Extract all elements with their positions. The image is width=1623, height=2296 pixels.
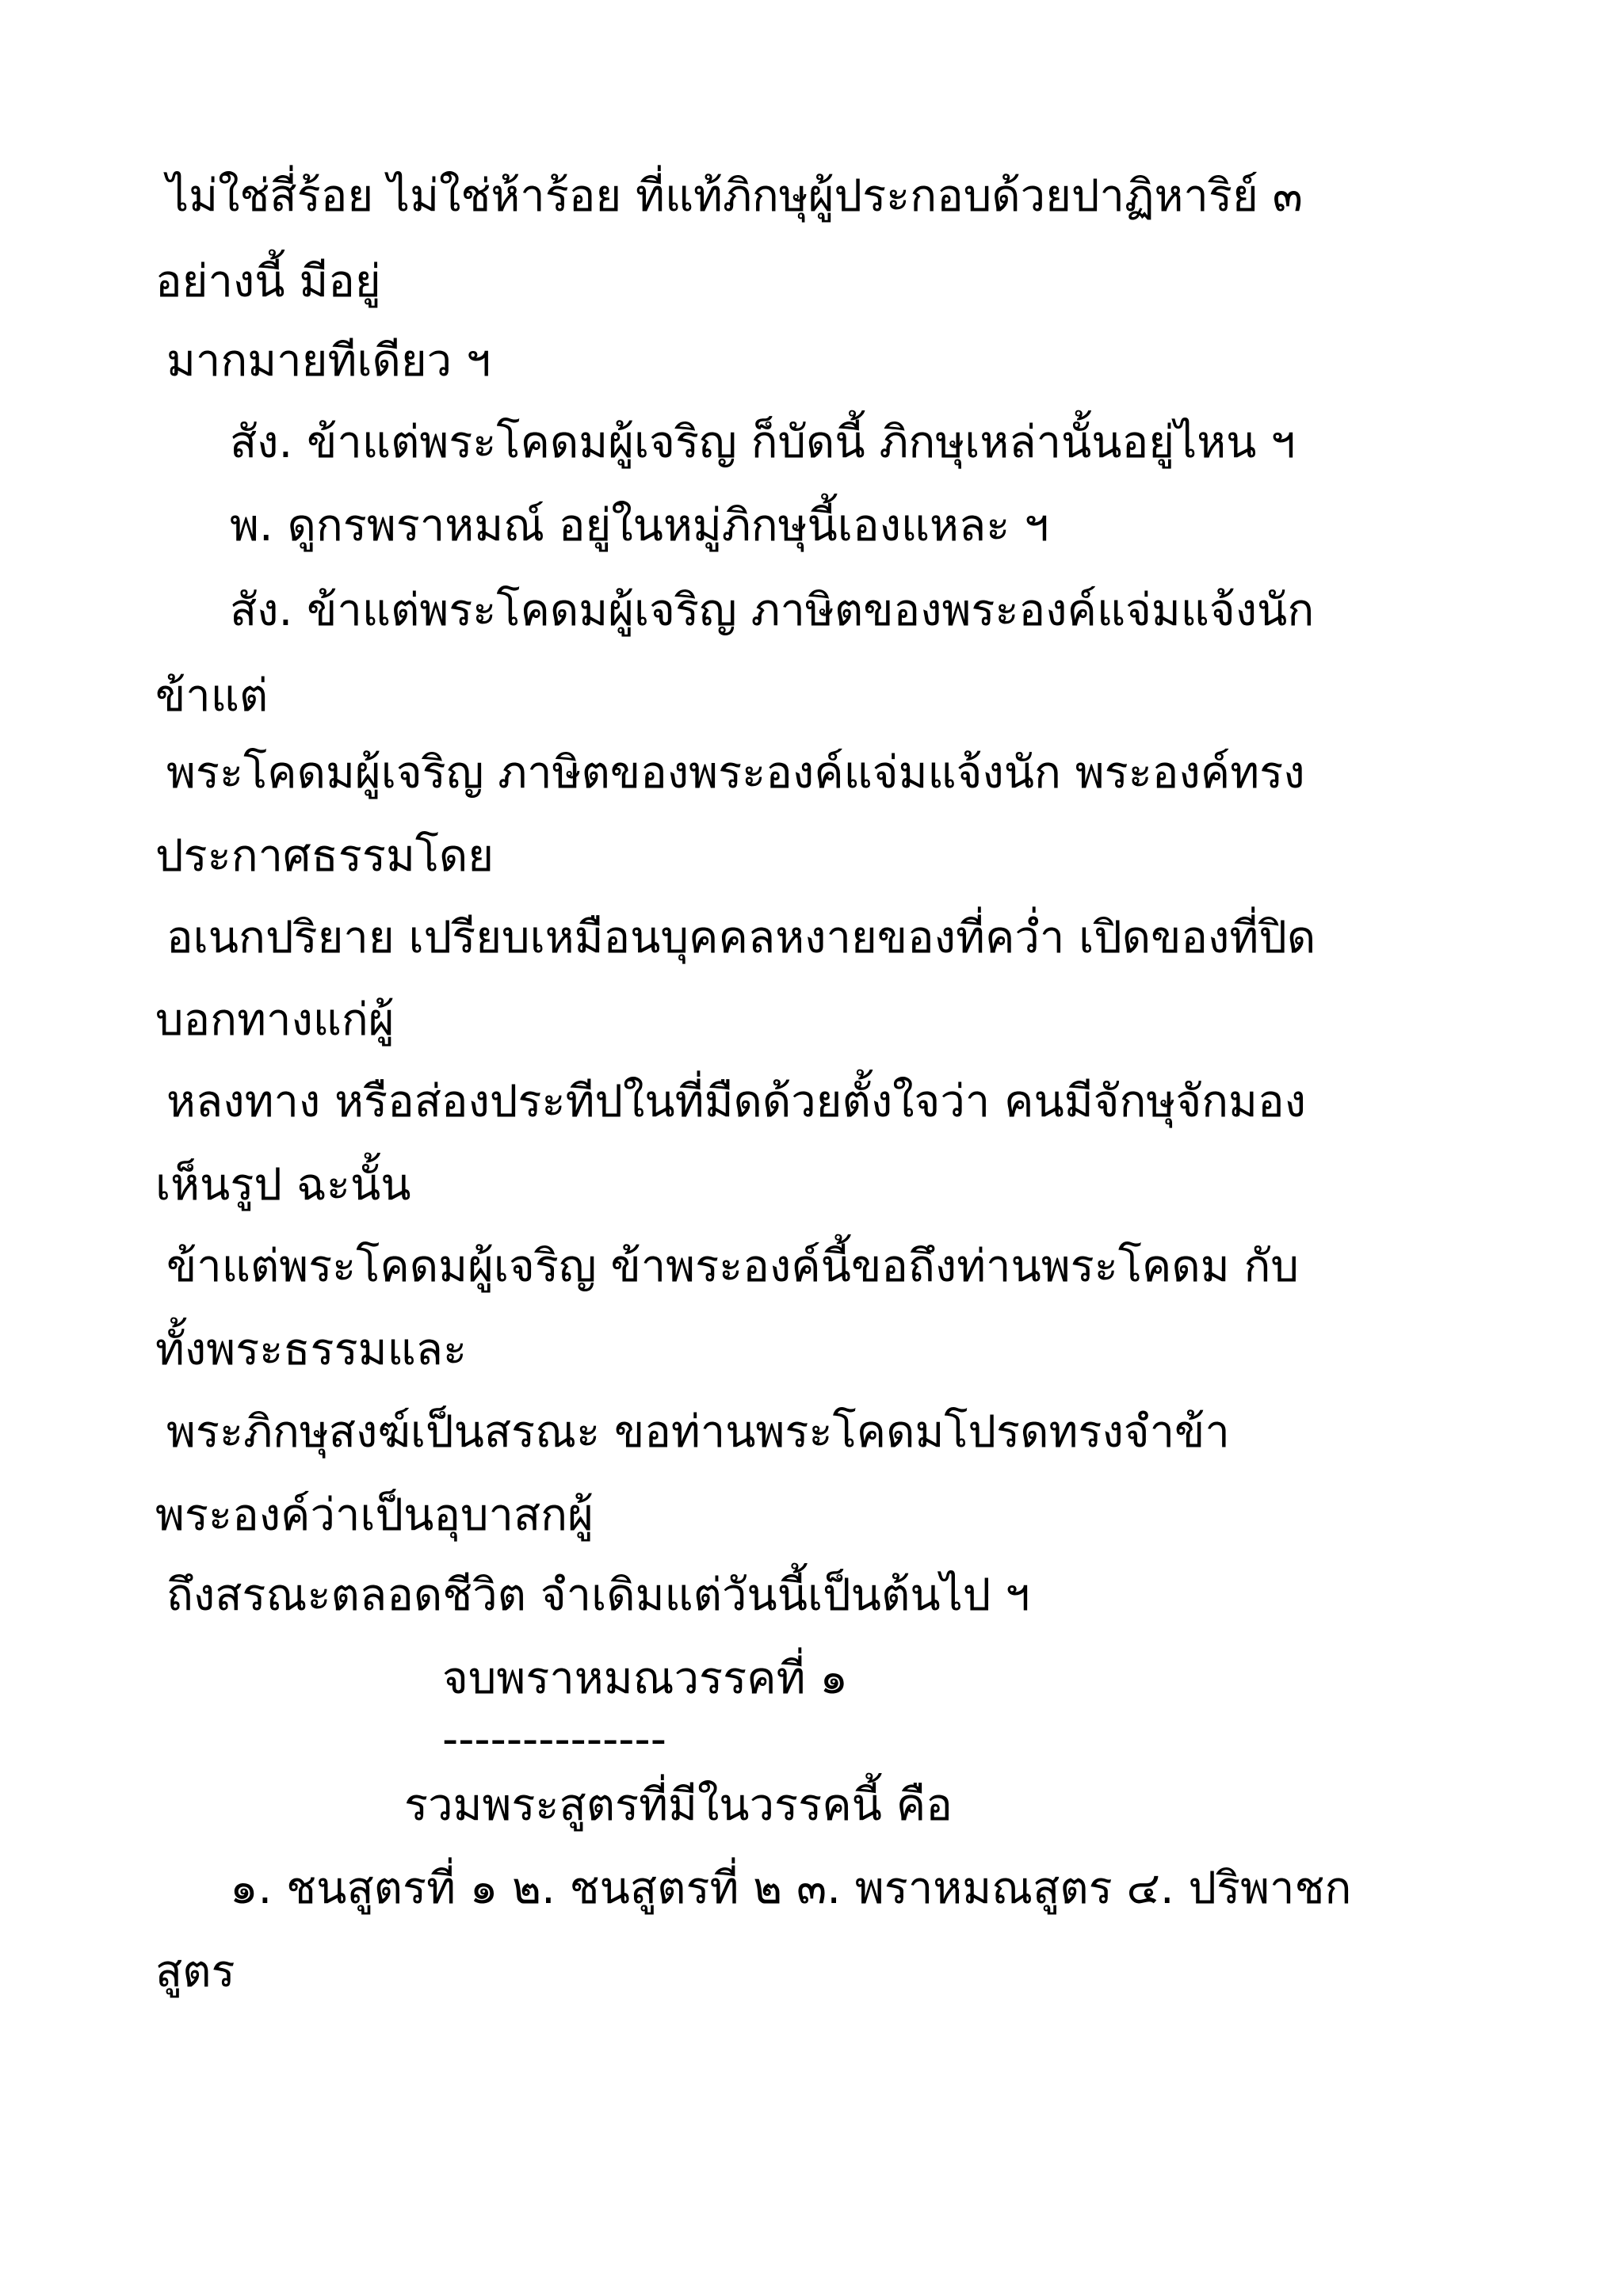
text-line-13: เห็นรูป ฉะนั้น <box>155 1159 411 1211</box>
text-line-10: อเนกปริยาย เปรียบเหมือนบุคคลหงายของที่คว่ำ เปิดของที่ปิด <box>166 912 1316 963</box>
text-line-1: ไม่ใช่สี่ร้อย ไม่ใช่ห้าร้อย ที่แท้ภิกษุผู้ประกอบด้วยปาฏิหาริย์ ๓ <box>166 170 1303 222</box>
text-line-5: พ. ดูกรพราหมณ์ อยู่ในหมู่ภิกษุนี้เองแหละ ฯ <box>230 500 1049 551</box>
sutta-list-line-2: สูตร <box>155 1946 235 1997</box>
section-divider: -------------- <box>442 1714 666 1765</box>
text-line-18: ถึงสรณะตลอดชีวิต จำเดิมแต่วันนี้เป็นต้นไป ฯ <box>166 1569 1030 1621</box>
text-line-4: สัง. ข้าแต่พระโคดมผู้เจริญ ก็บัดนี้ ภิกษุเหล่านั้นอยู่ไหน ฯ <box>230 417 1296 468</box>
text-line-16: พระภิกษุสงฆ์เป็นสรณะ ขอท่านพระโคดมโปรดทรงจำข้า <box>166 1406 1230 1458</box>
text-line-6: สัง. ข้าแต่พระโคดมผู้เจริญ ภาษิตของพระองค์แจ่มแจ้งนัก <box>230 585 1315 636</box>
text-line-8: พระโคดมผู้เจริญ ภาษิตของพระองค์แจ่มแจ้งนัก พระองค์ทรง <box>166 747 1305 799</box>
text-line-12: หลงทาง หรือส่องประทีปในที่มืดด้วยตั้งใจว่า คนมีจักษุจักมอง <box>166 1076 1306 1127</box>
text-line-3: มากมายทีเดียว ฯ <box>166 335 491 387</box>
section-end-title: จบพราหมณวรรคที่ ๑ <box>442 1653 848 1704</box>
text-line-9: ประกาศธรรมโดย <box>155 830 495 882</box>
text-line-7: ข้าแต่ <box>155 670 269 722</box>
text-line-15: ทั้งพระธรรมและ <box>155 1324 468 1375</box>
text-line-17: พระองค์ว่าเป็นอุบาสกผู้ <box>155 1489 594 1541</box>
sutta-list-line-1: ๑. ชนสูตรที่ ๑ ๒. ชนสูตรที่ ๒ ๓. พราหมณสูตร ๔. ปริพาชก <box>230 1863 1352 1914</box>
text-line-14: ข้าแต่พระโคดมผู้เจริญ ข้าพระองค์นี้ขอถึงท่านพระโคดม กับ <box>166 1241 1299 1292</box>
text-line-11: บอกทางแก่ผู้ <box>155 994 395 1046</box>
summary-heading: รวมพระสูตรที่มีในวรรคนี้ คือ <box>404 1779 953 1831</box>
text-line-2: อย่างนี้ มีอยู่ <box>155 256 381 307</box>
